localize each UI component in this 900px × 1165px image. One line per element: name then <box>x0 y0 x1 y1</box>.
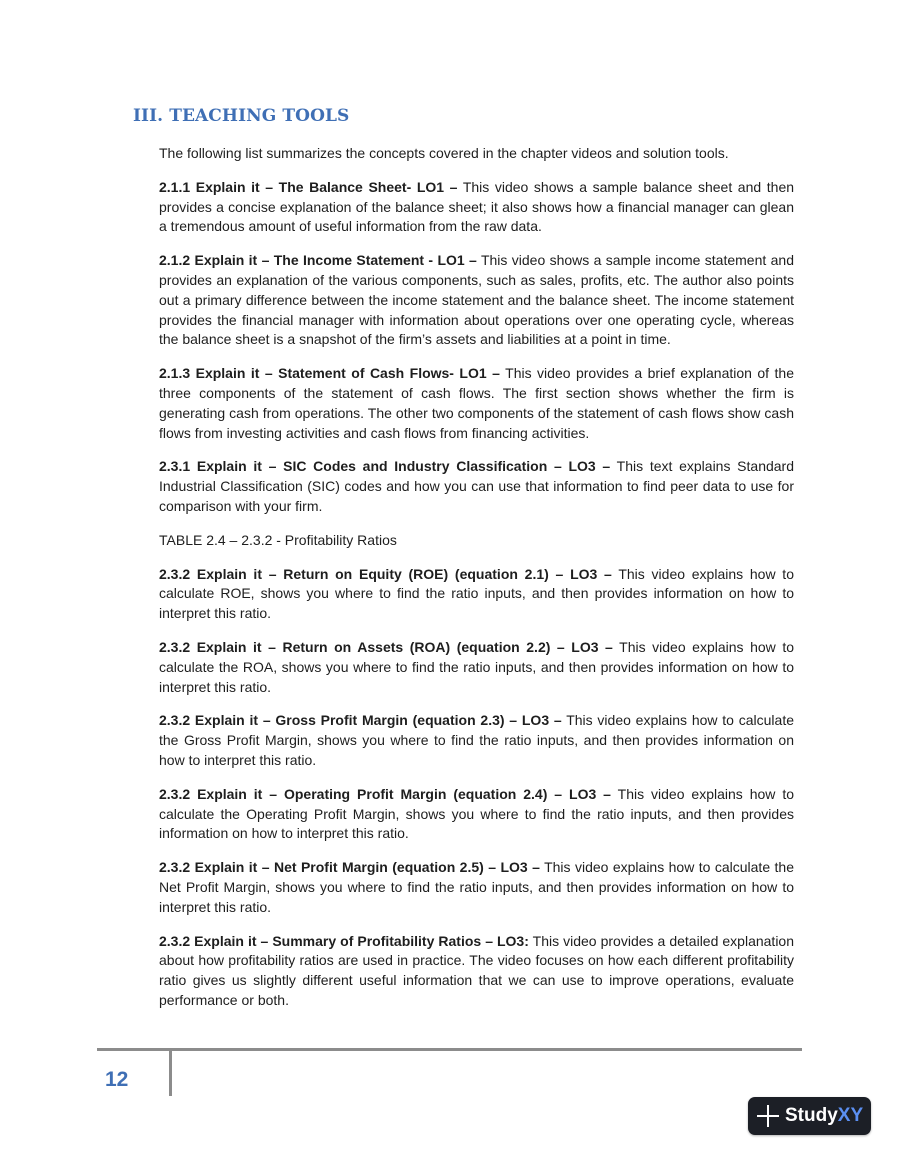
item-paragraph <box>159 178 794 237</box>
ratio-item-paragraph <box>159 711 794 770</box>
ratio-item-paragraph <box>159 785 794 844</box>
ratio-item-title: 2.3.2 Explain it – Summary of Profitability Ratios – LO3: <box>159 932 529 949</box>
item-text: This video shows a sample balance sheet and then provides a concise explanation of the balance sheet; it also shows how a financial manager can glean a tremendous amount of useful information from the raw data. <box>159 178 795 235</box>
item-paragraph <box>159 457 794 516</box>
section-heading: III. TEACHING TOOLS <box>133 106 350 126</box>
ratio-item-paragraph <box>159 932 794 1011</box>
ratio-item-text: This video provides a detailed explanation about how profitability ratios are used in practice. The video focuses on how each different profitability ratio gives us slightly different useful information that we can use to improve operations, evaluate performance or both. <box>159 932 794 1008</box>
item-text: This video shows a sample income statement and provides an explanation of the various components, such as sales, profits, etc. The author also points out a primary difference between the income statement and the balance sheet. The income statement provides the financial manager with information about operations over one operating cycle, whereas the balance sheet is a snapshot of the firm’s assets and liabilities at a point in time. <box>159 252 794 348</box>
footer-divider <box>169 1051 172 1096</box>
table-reference: TABLE 2.4 – 2.3.2 - Profitability Ratios <box>159 531 397 548</box>
item-title: 2.3.1 Explain it – SIC Codes and Industry Classification – LO3 – <box>159 458 611 475</box>
page-content <box>159 144 794 1025</box>
ratio-item-title: 2.3.2 Explain it – Return on Equity (ROE) (equation 2.1) – LO3 – <box>159 565 612 582</box>
item-paragraph <box>159 251 794 350</box>
item-title: 2.1.3 Explain it – Statement of Cash Flows- LO1 – <box>159 365 500 382</box>
ratio-item-paragraph <box>159 858 794 917</box>
item-text: This video provides a brief explanation of the three components of the statement of cash flows. The first section shows whether the firm is generating cash from operations. The other two components of the statement of cash flows show cash flows from investing activities and cash flows from financing activities. <box>159 365 794 441</box>
plus-icon <box>757 1105 779 1127</box>
brand-name <box>785 1105 863 1127</box>
item-paragraph <box>159 364 794 443</box>
item-title: 2.1.2 Explain it – The Income Statement - LO1 – <box>159 252 477 269</box>
ratio-item-paragraph <box>159 565 794 624</box>
ratio-item-text: This video explains how to calculate the Operating Profit Margin, shows you where to find the ratio inputs, and then provides information on how to interpret this ratio. <box>159 785 795 842</box>
footer-rule <box>97 1048 802 1051</box>
ratio-item-text: This video explains how to calculate the Gross Profit Margin, shows you where to find the ratio inputs, and then provides information on how to interpret this ratio. <box>159 712 794 768</box>
brand-badge[interactable] <box>748 1097 871 1135</box>
ratio-item-title: 2.3.2 Explain it – Net Profit Margin (equation 2.5) – LO3 – <box>159 859 540 876</box>
brand-name-part1: Study <box>785 1105 838 1126</box>
ratio-item-paragraph <box>159 638 794 697</box>
ratio-item-title: 2.3.2 Explain it – Return on Assets (ROA) (equation 2.2) – LO3 – <box>159 638 613 655</box>
ratio-item-text: This video explains how to calculate ROE, shows you where to find the ratio inputs, and then provides information on how to interpret this ratio. <box>159 565 794 622</box>
ratio-item-text: This video explains how to calculate the Net Profit Margin, shows you where to find the ratio inputs, and then provides information on how to interpret this ratio. <box>159 859 794 915</box>
intro-paragraph: The following list summarizes the concepts covered in the chapter videos and solution tools. <box>159 145 729 161</box>
item-title: 2.1.1 Explain it – The Balance Sheet- LO1 – <box>159 178 458 195</box>
item-text: This text explains Standard Industrial Classification (SIC) codes and how you can use that information to find peer data to use for comparison with your firm. <box>159 458 794 514</box>
ratio-item-title: 2.3.2 Explain it – Gross Profit Margin (equation 2.3) – LO3 – <box>159 712 562 729</box>
ratio-item-text: This video explains how to calculate the ROA, shows you where to find the ratio inputs, and then provides information on how to interpret this ratio. <box>159 638 794 695</box>
ratio-item-title: 2.3.2 Explain it – Operating Profit Margin (equation 2.4) – LO3 – <box>159 785 611 802</box>
brand-name-part2: XY <box>837 1105 864 1126</box>
page-number: 12 <box>105 1068 129 1091</box>
